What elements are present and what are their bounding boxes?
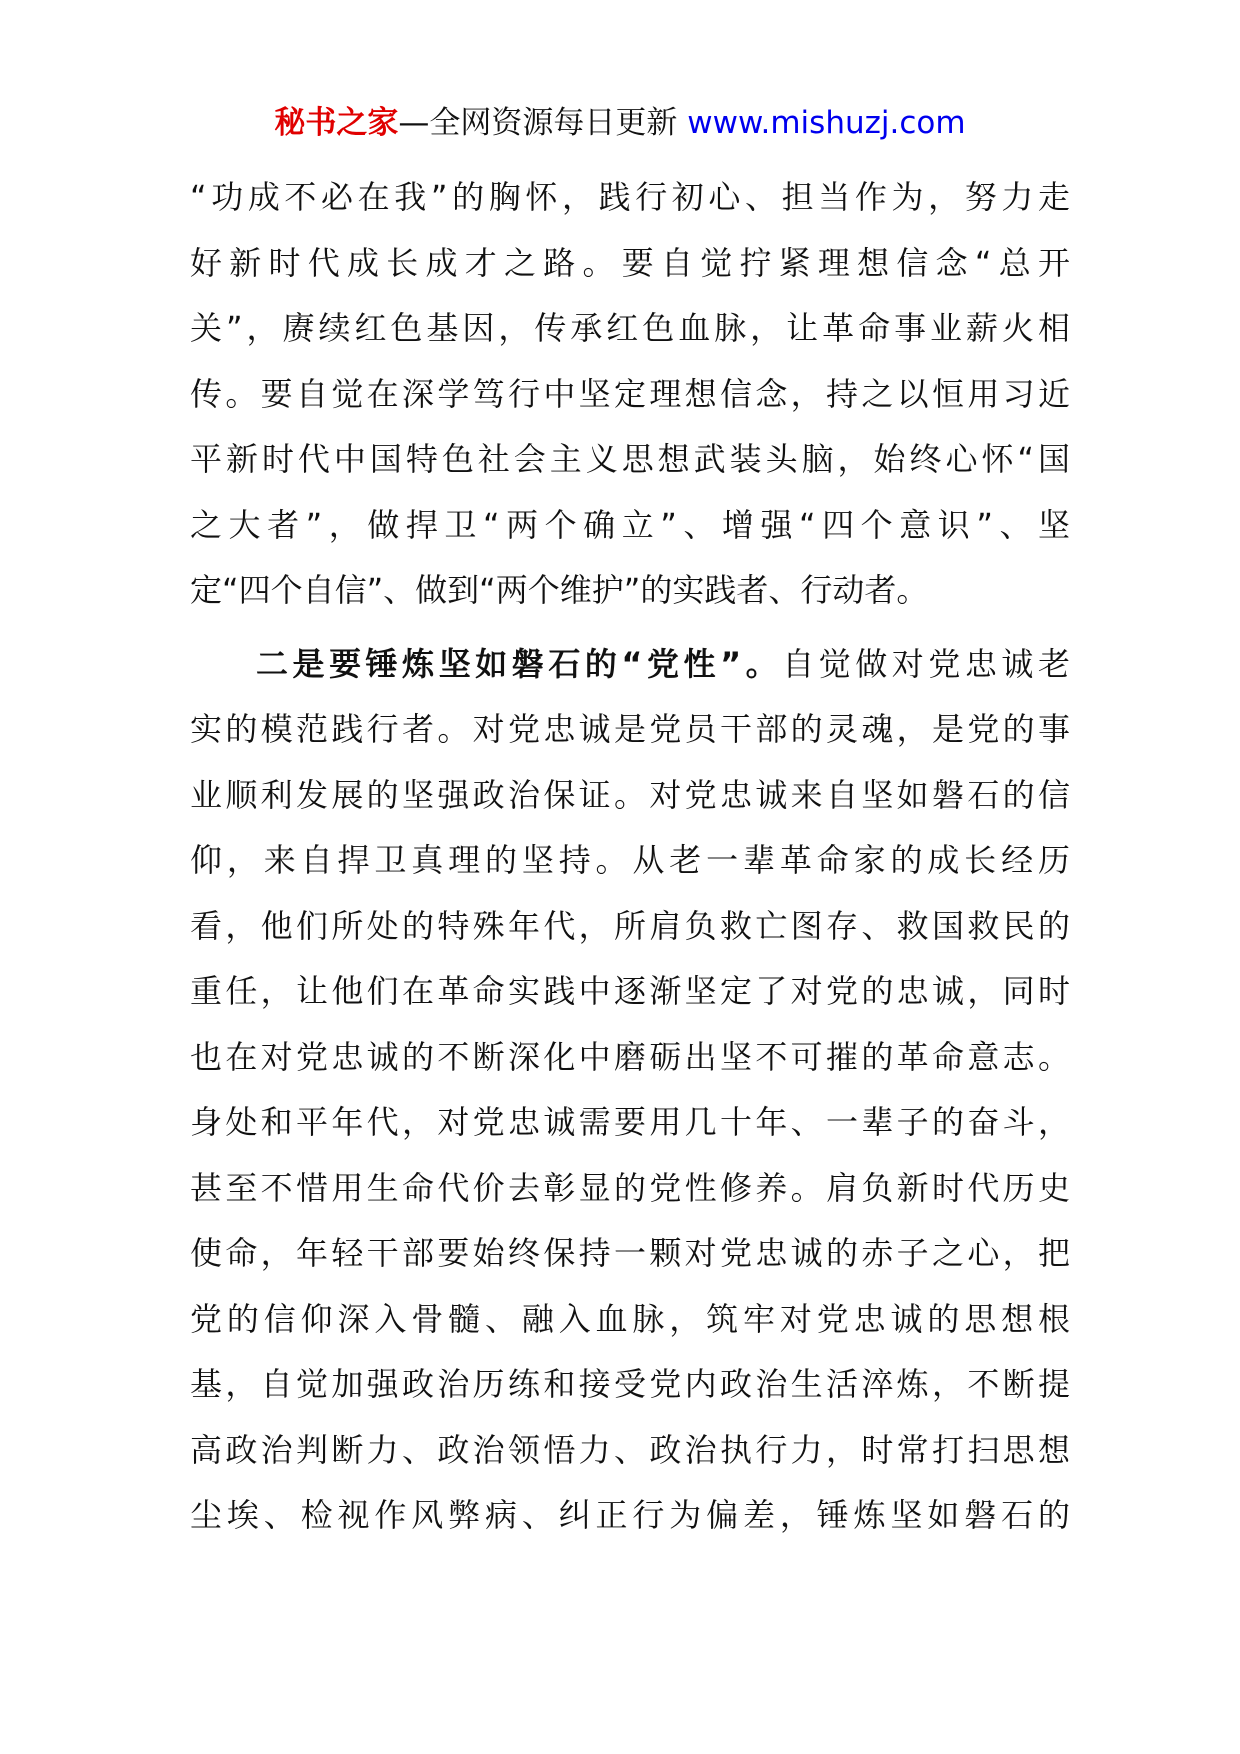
text-line: 重任，让他们在革命实践中逐渐坚定了对党的忠诚，同时 [190,972,1070,1010]
text-line: 好新时代成长成才之路。要自觉拧紧理想信念“总开 [190,243,1070,282]
text-run: 自觉做对党忠诚老 [782,644,1070,683]
text-line: 使命，年轻干部要始终保持一颗对党忠诚的赤子之心，把 [190,1234,1070,1272]
brand-name: 秘书之家 [274,105,399,141]
text-line: 党的信仰深入骨髓、融入血脉，筑牢对党忠诚的思想根 [190,1299,1070,1338]
text-line: 传。要自觉在深学笃行中坚定理想信念，持之以恒用习近 [190,374,1070,413]
text-line: 也在对党忠诚的不断深化中磨砺出坚不可摧的革命意志。 [190,1037,1070,1076]
text-line: 业顺利发展的坚强政治保证。对党忠诚来自坚如磐石的信 [190,775,1070,814]
text-line: 甚至不惜用生命代价去彰显的党性修养。肩负新时代历史 [190,1168,1070,1207]
paragraph-spacer [190,624,1070,632]
text-line: 身处和平年代，对党忠诚需要用几十年、一辈子的奋斗， [190,1103,1070,1141]
paragraph-first-line [190,632,1070,698]
paragraph-heading: 二是要锤炼坚如磐石的“党性”。 [256,644,783,683]
text-line: “功成不必在我”的胸怀，践行初心、担当作为，努力走 [190,178,1070,216]
document-body [190,165,1070,1549]
paragraph-1 [190,165,1070,624]
text-line: 尘埃、检视作风弊病、纠正行为偏差，锤炼坚如磐石的 [190,1496,1070,1534]
text-line: 仰，来自捍卫真理的坚持。从老一辈革命家的成长经历 [190,841,1070,879]
text-line: 基，自觉加强政治历练和接受党内政治生活淬炼，不断提 [190,1365,1070,1403]
text-line: 平新时代中国特色社会主义思想武装头脑，始终心怀“国 [190,440,1070,478]
text-line: 关”，赓续红色基因，传承红色血脉，让革命事业薪火相 [190,309,1070,347]
page-header [0,100,1240,146]
site-url-link[interactable]: www.mishuzj.com [687,105,966,141]
text-line: 高政治判断力、政治领悟力、政治执行力，时常打扫思想 [190,1430,1070,1469]
text-line: 之大者”，做捍卫“两个确立”、增强“四个意识”、坚 [190,505,1070,544]
text-line: 实的模范践行者。对党忠诚是党员干部的灵魂，是党的事 [190,710,1070,748]
text-line: 看，他们所处的特殊年代，所肩负救亡图存、救国救民的 [190,906,1070,945]
paragraph-2 [190,632,1070,1549]
text-line: 定“四个自信”、做到“两个维护”的实践者、行动者。 [190,571,929,609]
header-tagline: —全网资源每日更新 [398,105,688,141]
